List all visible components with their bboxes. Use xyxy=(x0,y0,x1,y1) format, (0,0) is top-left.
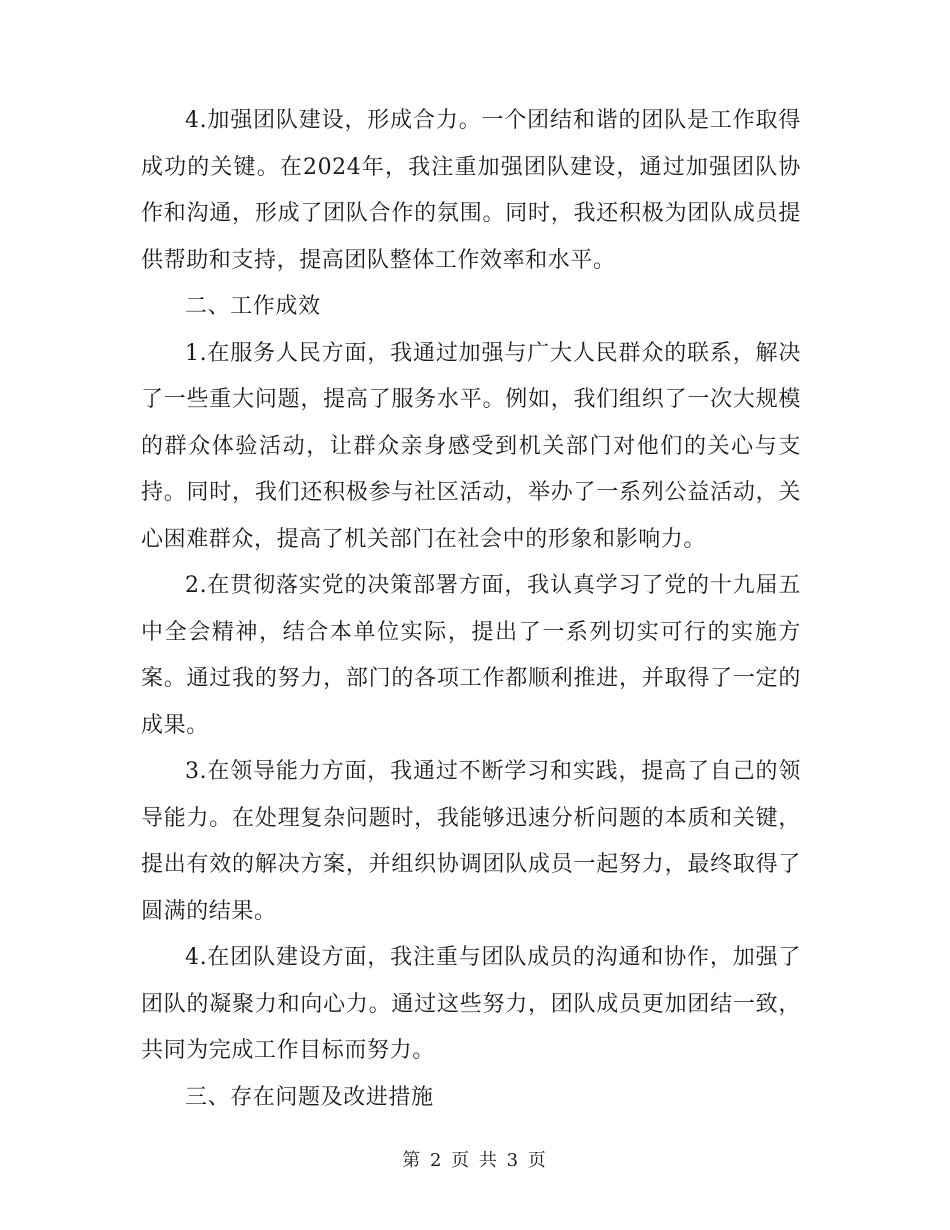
section-heading-work-results: 二、工作成效 xyxy=(185,294,321,319)
section-heading-problems: 三、存在问题及改进措施 xyxy=(185,1084,434,1110)
paragraph-team-results: 4.在团队建设方面，我注重与团队成员的沟通和协作，加强了团队的凝聚力和向心力。通过这些努力，团队成员更加团结一致，共同为完成工作目标而努力。 xyxy=(141,945,801,1063)
paragraph-implementing-decisions: 2.在贯彻落实党的决策部署方面，我认真学习了党的十九届五中全会精神，结合本单位实际，提出了一系列切实可行的实施方案。通过我的努力，部门的各项工作都顺利推进，并取得了一定的成果。 xyxy=(141,573,801,738)
paragraph-serving-people: 1.在服务人民方面，我通过加强与广大人民群众的联系，解决了一些重大问题，提高了服务水平。例如，我们组织了一次大规模的群众体验活动，让群众亲身感受到机关部门对他们的关心与支持。同时，我们还积极参与社区活动，举办了一系列公益活动，关心困难群众，提高了机关部门在社会中的形象和影响力。 xyxy=(141,340,801,552)
paragraph-leadership: 3.在领导能力方面，我通过不断学习和实践，提高了自己的领导能力。在处理复杂问题时，我能够迅速分析问题的本质和关键，提出有效的解决方案，并组织协调团队成员一起努力，最终取得了圆满的结果。 xyxy=(141,759,801,924)
document-body xyxy=(141,98,801,1121)
paragraph-team-building: 4.加强团队建设，形成合力。一个团结和谐的团队是工作取得成功的关键。在2024年，我注重加强团队建设，通过加强团队协作和沟通，形成了团队合作的氛围。同时，我还积极为团队成员提供帮助和支持，提高团队整体工作效率和水平。 xyxy=(141,108,801,273)
page-number-footer: 第 2 页 共 3 页 xyxy=(402,1150,548,1171)
